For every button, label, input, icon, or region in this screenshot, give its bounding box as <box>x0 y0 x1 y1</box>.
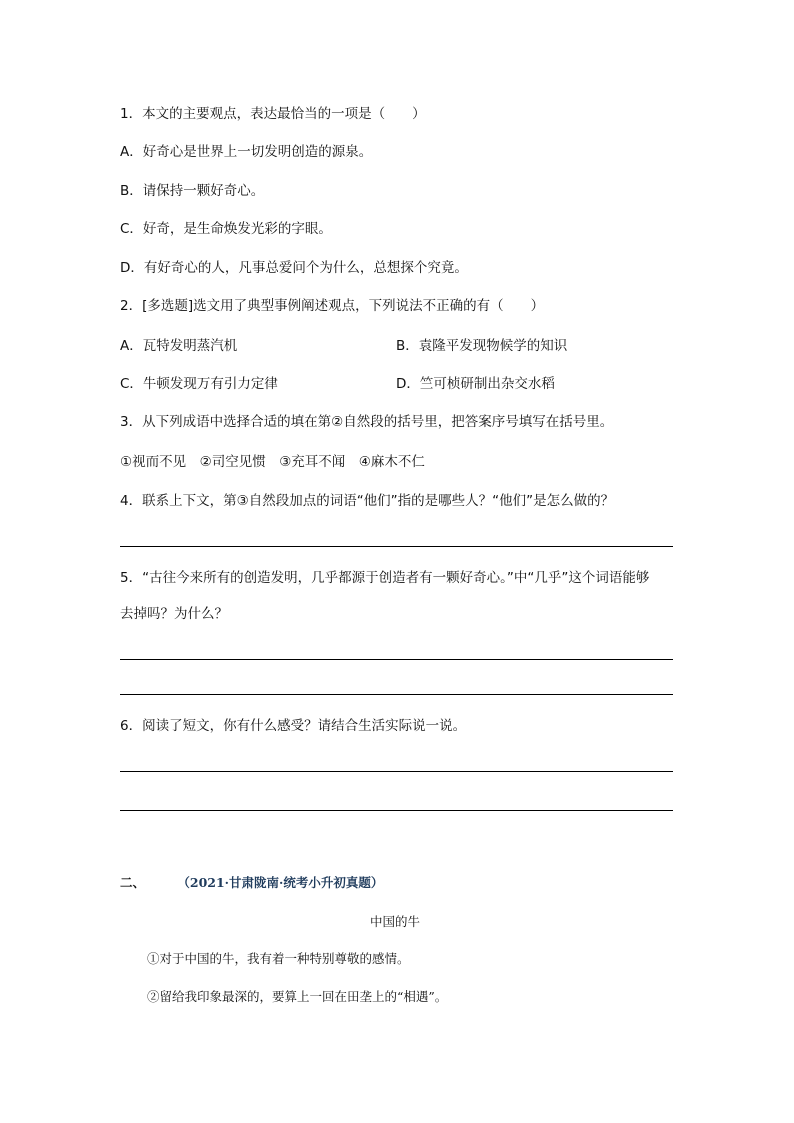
passage-paragraph-1: ①对于中国的牛，我有着一种特别尊敬的感情。 <box>147 951 410 966</box>
passage-title: 中国的牛 <box>370 914 421 929</box>
q6-answer-line-2[interactable] <box>120 810 673 811</box>
section-source: （2021·甘肃陇南·统考小升初真题） <box>177 875 384 890</box>
q2-option-d: D．竺可桢研制出杂交水稻 <box>396 376 555 392</box>
passage-paragraph-2: ②留给我印象最深的，要算上一回在田垄上的“相遇”。 <box>147 989 448 1004</box>
q3-stem: 3．从下列成语中选择合适的填在第②自然段的括号里，把答案序号填写在括号里。 <box>120 414 614 430</box>
section-heading <box>120 873 383 891</box>
q5-answer-line-1[interactable] <box>120 659 673 660</box>
q1-option-c: C．好奇，是生命焕发光彩的字眼。 <box>120 221 332 237</box>
q1-stem: 1．本文的主要观点，表达最恰当的一项是（ ） <box>120 106 426 122</box>
q2-stem: 2．[多选题]选文用了典型事例阐述观点，下列说法不正确的有（ ） <box>120 298 545 314</box>
q5-answer-line-2[interactable] <box>120 694 673 695</box>
q4-stem: 4．联系上下文，第③自然段加点的词语“他们”指的是哪些人？“他们”是怎么做的？ <box>120 493 615 509</box>
section-number: 二、 <box>120 875 146 890</box>
q2-option-b: B．袁隆平发现物候学的知识 <box>396 338 568 354</box>
q3-idiom-options: ①视而不见 ②司空见惯 ③充耳不闻 ④麻木不仁 <box>120 454 425 470</box>
q5-stem-line2: 去掉吗？为什么？ <box>120 606 228 622</box>
q2-option-c: C．牛顿发现万有引力定律 <box>120 376 278 392</box>
q1-option-b: B．请保持一颗好奇心。 <box>120 183 265 199</box>
q4-answer-line[interactable] <box>120 546 673 547</box>
q6-answer-line-1[interactable] <box>120 771 673 772</box>
q2-option-a: A．瓦特发明蒸汽机 <box>120 338 238 354</box>
q6-stem: 6．阅读了短文，你有什么感受？请结合生活实际说一说。 <box>120 718 467 734</box>
q1-option-a: A．好奇心是世界上一切发明创造的源泉。 <box>120 144 373 160</box>
q5-stem-line1: 5．“古往今来所有的创造发明，几乎都源于创造者有一颗好奇心。”中“几乎”这个词语能够 <box>120 570 650 586</box>
q1-option-d: D．有好奇心的人，凡事总爱问个为什么，总想探个究竟。 <box>120 260 468 276</box>
